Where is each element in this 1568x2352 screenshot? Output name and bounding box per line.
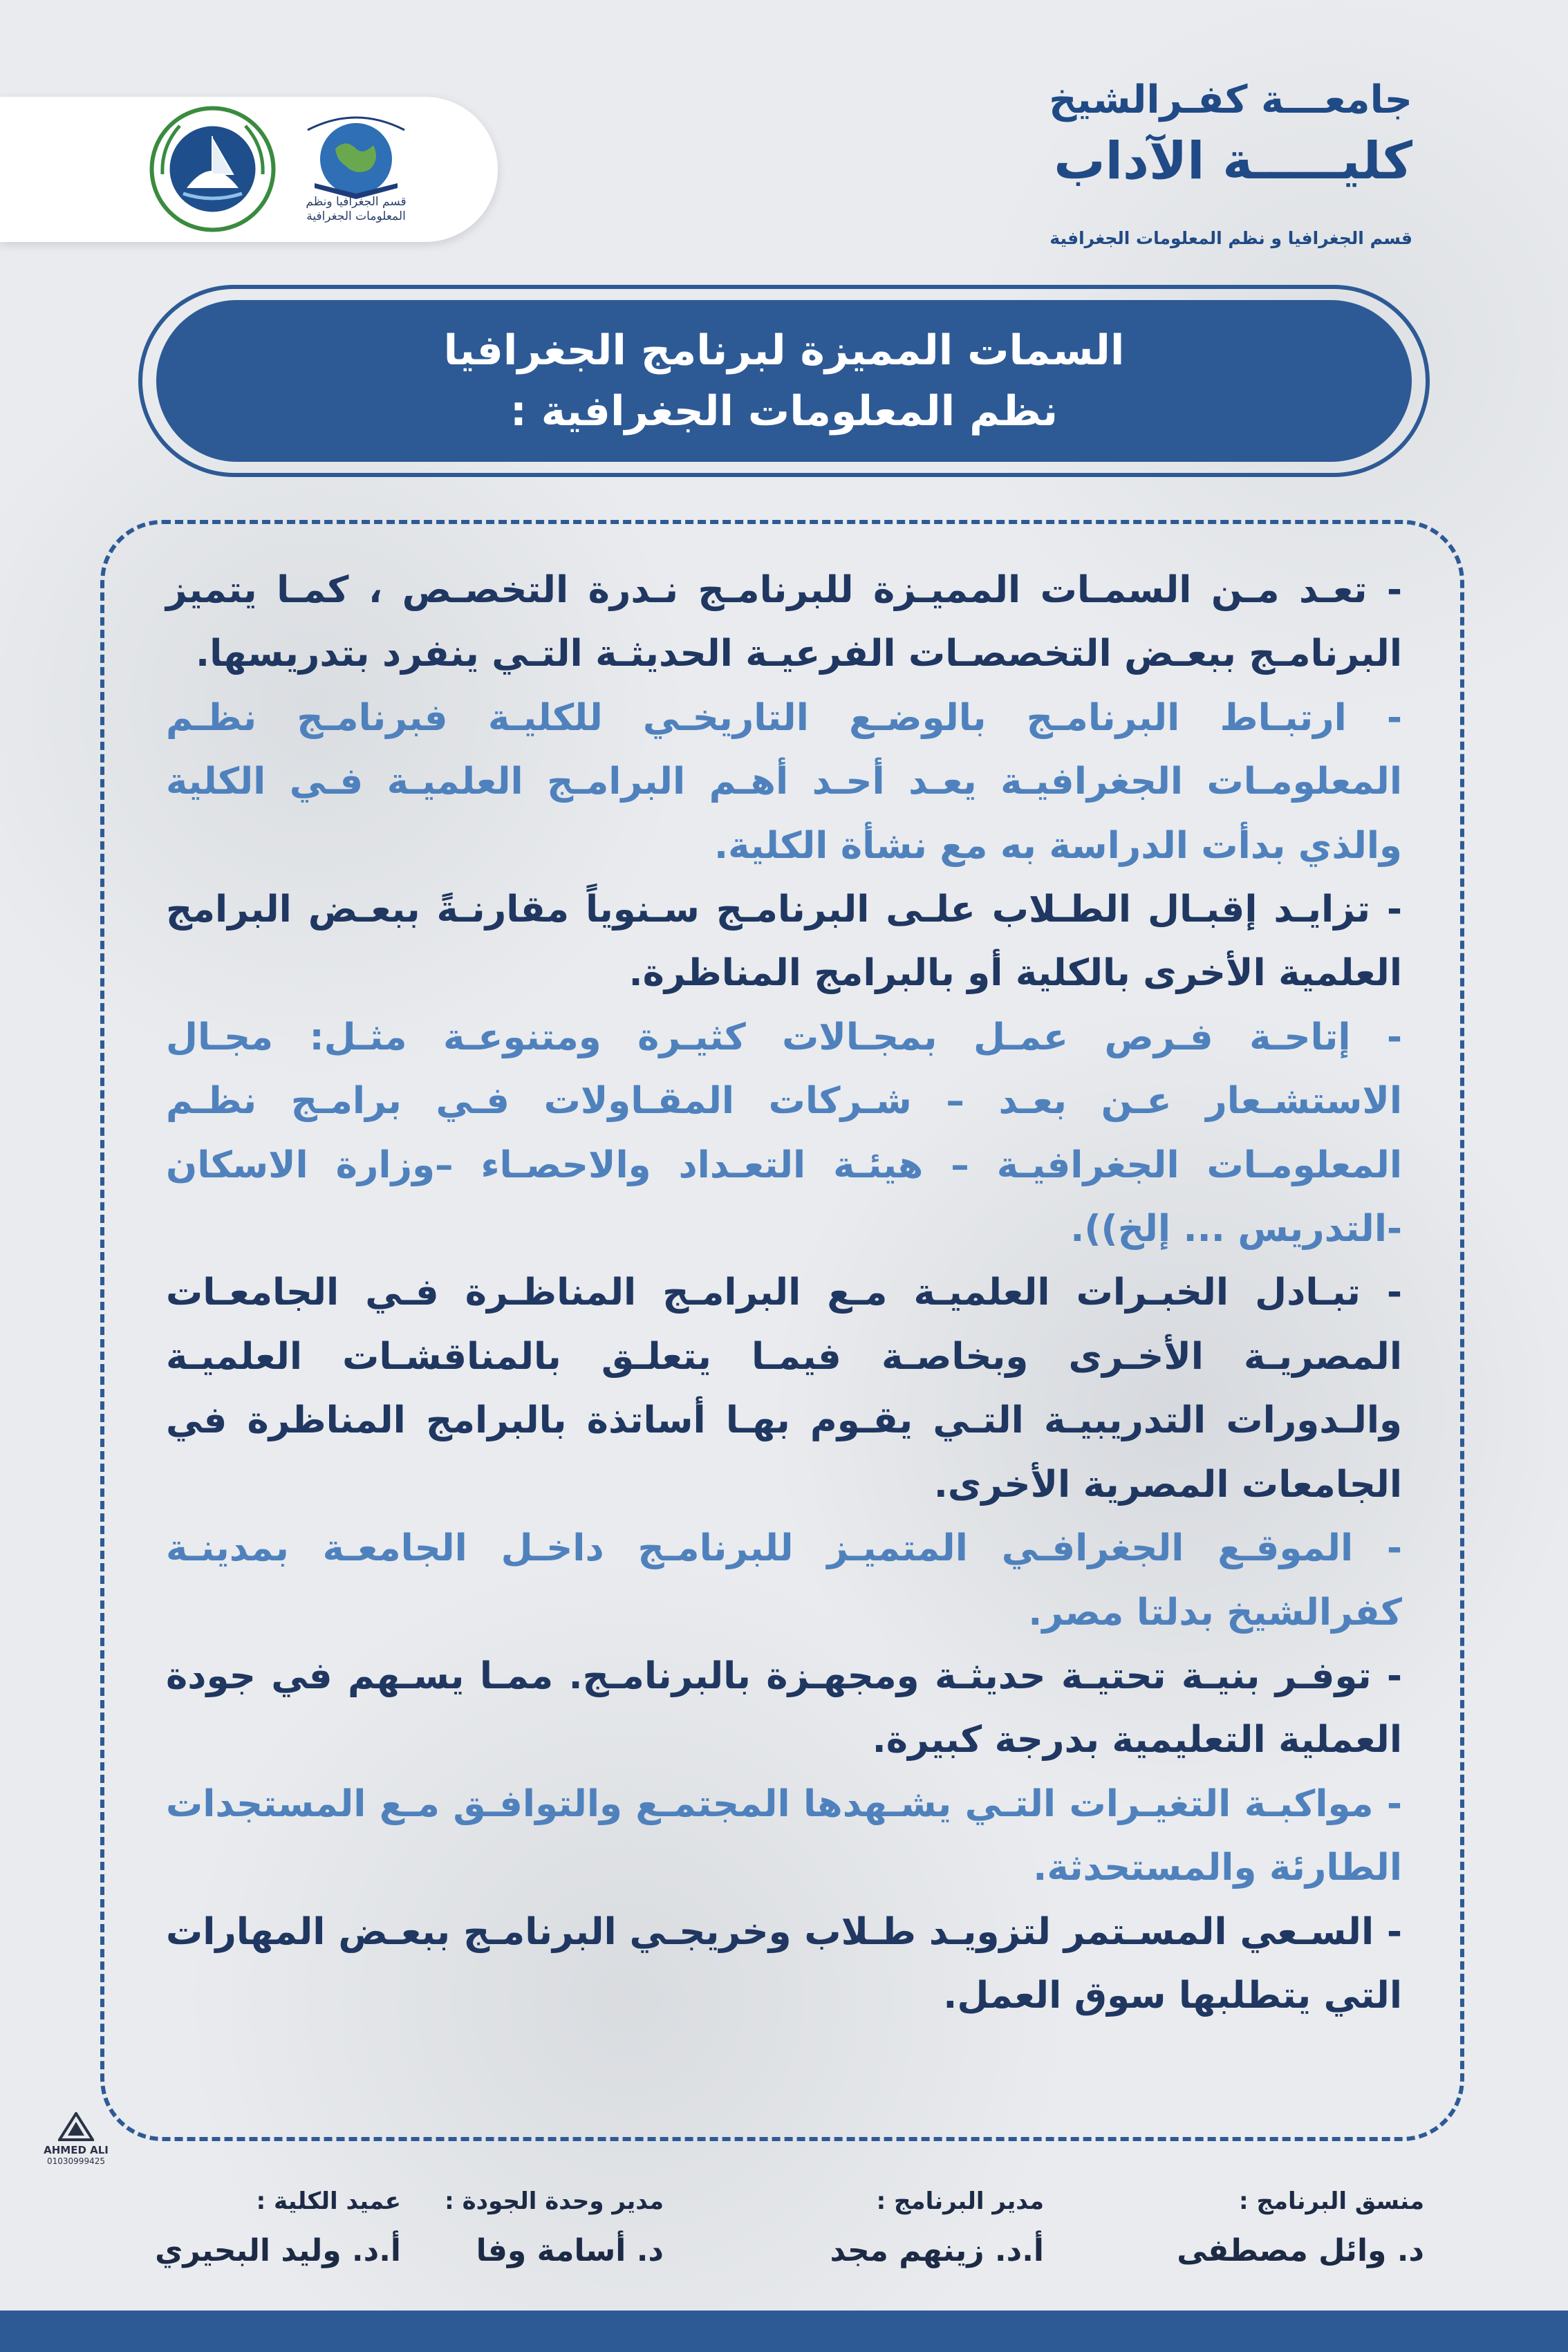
signature-name: أ.د. زينهم مجد xyxy=(830,2233,1044,2268)
designer-watermark xyxy=(38,2112,114,2166)
feature-paragraph: - تعـد مـن السمـات المميـزة للبرنامـج نـدرة التخصـص ، كمـا يتميز البرنامـج ببعـض التخصصـات الفرعيـة الحديثـة التـي ينفرد بتدريسها. xyxy=(166,569,1402,675)
feature-paragraph: - مواكبـة التغيـرات التـي يشـهدها المجتمـع والتوافـق مـع المستجدات الطارئة والمستحدثة. xyxy=(166,1782,1402,1889)
feature-paragraph: - توفـر بنيـة تحتيـة حديثـة ومجهـزة بالبرنامـج. ممـا يسـهم في جودة العملية التعليمية بدرجة كبيرة. xyxy=(166,1654,1402,1762)
features-text xyxy=(166,559,1402,2028)
signature-dean xyxy=(104,2185,401,2272)
geography-logo-caption: قسم الجغرافيا ونظم المعلومات الجغرافية xyxy=(306,195,407,223)
triangle-logo-icon xyxy=(58,2112,94,2141)
title-line-1: السمات المميزة لبرنامج الجغرافيا xyxy=(443,326,1125,375)
signature-program-director xyxy=(747,2185,1044,2272)
feature-paragraph: - إتاحـة فـرص عمـل بمجـالات كثيـرة ومتنوعـة مثـل: مجـال الاستشـعار عـن بعـد – شـركات المقـاولات فـي برامـج نظـم المعلومـات الجغرافيـة – هيئـة التعـداد والاحصـاء –وزارة الاسكان -التدريس ... إلخ)). xyxy=(166,1016,1402,1251)
feature-paragraph: - الموقـع الجغرافـي المتميـز للبرنامـج داخـل الجامعـة بمدينـة كفرالشيخ بدلتا مصر. xyxy=(166,1527,1402,1634)
signature-name: د. وائل مصطفى xyxy=(1177,2233,1424,2268)
faculty-name: كليـــــة الآداب xyxy=(1054,131,1412,191)
page-title xyxy=(156,300,1412,462)
designer-phone: 01030999425 xyxy=(47,2156,105,2166)
faculty-of-arts-logo xyxy=(149,105,277,233)
signature-role: مدير وحدة الجودة : xyxy=(445,2187,664,2215)
signature-program-coordinator xyxy=(1127,2185,1424,2272)
department-name: قسم الجغرافيا و نظم المعلومات الجغرافية xyxy=(1049,228,1412,248)
university-name: جامعـــة كفـرالشيخ xyxy=(1049,77,1412,122)
feature-paragraph: - السـعي المسـتمر لتزويـد طـلاب وخريجـي البرنامـج ببعـض المهارات التي يتطلبها سوق العمل. xyxy=(166,1910,1402,2017)
signature-role: منسق البرنامج : xyxy=(1239,2187,1424,2215)
signature-role: عميد الكلية : xyxy=(256,2187,401,2215)
signature-name: أ.د. وليد البحيري xyxy=(155,2233,401,2268)
signature-role: مدير البرنامج : xyxy=(876,2187,1044,2215)
feature-paragraph: - ارتبـاط البرنامـج بالوضـع التاريخـي للكليـة فبرنامـج نظـم المعلومـات الجغرافيـة يعـد أحـد أهـم البرامـج العلميـة فـي الكلية والذي بدأت الدراسة به مع نشأة الكلية. xyxy=(166,696,1402,867)
title-line-2: نظم المعلومات الجغرافية : xyxy=(510,387,1058,436)
footer-bar xyxy=(0,2311,1568,2352)
signature-name: د. أسامة وفا xyxy=(476,2233,664,2268)
designer-name: AHMED ALI xyxy=(44,2144,109,2156)
signature-quality-unit-director xyxy=(366,2185,664,2272)
feature-paragraph: - تزايـد إقبـال الطـلاب علـى البرنامـج سـنوياً مقارنـةً ببعـض البرامج العلمية الأخرى بالكلية أو بالبرامج المناظرة. xyxy=(166,888,1402,995)
feature-paragraph: - تبـادل الخبـرات العلميـة مـع البرامـج المناظـرة فـي الجامعـات المصريـة الأخـرى وبخاصـة فيمـا يتعلـق بالمناقشـات العلميـة والـدورات التدريبيـة التـي يقـوم بهـا أساتذة بالبرامج المناظرة في الجامعات المصرية الأخرى. xyxy=(166,1271,1402,1506)
